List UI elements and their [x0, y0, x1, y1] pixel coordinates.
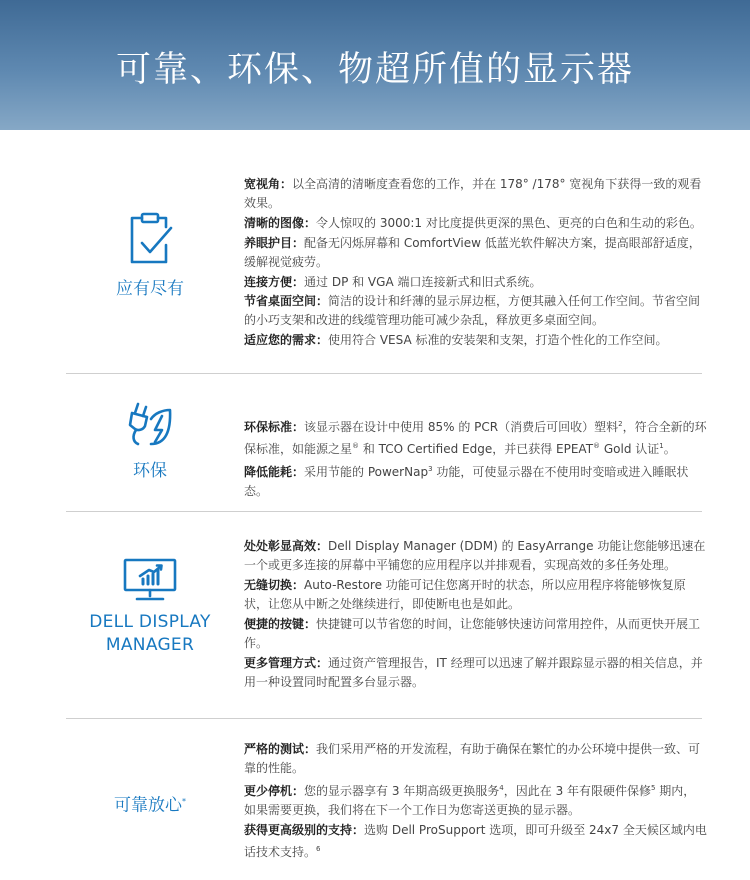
feature-text: 快捷键可以节省您的时间，让您能够快速访问常用控件，从而更快开展工作。 — [244, 616, 701, 651]
footnote-ref: 2 — [618, 420, 623, 428]
feature-title: 便捷的按键： — [244, 616, 317, 631]
feature-text: 期内，如果需要更换，我们将在下一个工作日为您寄送更换的显示器。 — [244, 783, 696, 818]
feature-title: 无缝切换： — [244, 577, 305, 592]
registered-mark: ® — [593, 442, 601, 451]
feature-text: 通过资产管理报告，IT 经理可以迅速了解并跟踪显示器的相关信息，并用一种设置同时配置多台显示器。 — [244, 655, 703, 689]
feature-title: 适应您的需求： — [244, 333, 329, 348]
page-title: 可靠、环保、物超所值的显示器 — [115, 50, 634, 90]
feature-list — [244, 537, 707, 693]
feature-title: 清晰的图像： — [244, 215, 317, 230]
feature-text: 简洁的设计和纤薄的显示屏边框，方便其融入任何工作空间。节省空间的小巧支架和改进的线缆管理功能可减少杂乱，释放更多桌面空间。 — [244, 294, 701, 328]
section-divider — [66, 511, 702, 512]
section-label-block — [66, 400, 234, 483]
eco-leaf-plug-icon — [127, 400, 173, 450]
feature-text: 和 TCO Certified Edge，并已获得 EPEAT — [359, 442, 594, 457]
feature-title: 节省桌面空间： — [244, 294, 329, 309]
feature-text: 配备无闪烁屏幕和 ComfortView 低蓝光软件解决方案，提高眼部舒适度，缓解视觉疲劳。 — [244, 235, 701, 269]
registered-mark: ® — [352, 442, 360, 451]
feature-text: 使用符合 VESA 标准的安装架和支架，打造个性化的工作空间。 — [328, 333, 668, 348]
footnote-ref: 4 — [499, 783, 504, 792]
feature-text: ，符合全新的环保标准，如能源之星 — [244, 420, 707, 457]
feature-text: 。 — [663, 442, 676, 457]
section-label: 环保 — [133, 461, 167, 481]
section-label: DELL DISPLAY — [89, 612, 211, 632]
feature-title: 严格的测试： — [244, 742, 317, 756]
feature-text: 采用节能的 PowerNap — [304, 464, 429, 479]
feature-title: 宽视角： — [244, 177, 293, 191]
feature-item — [244, 214, 707, 233]
feature-item — [244, 821, 707, 862]
feature-list — [244, 415, 707, 502]
feature-item — [244, 740, 707, 778]
feature-item — [244, 175, 707, 213]
feature-item — [244, 615, 707, 653]
feature-title: 连接方便： — [244, 274, 305, 289]
feature-text: 功能，可使显示器在不使用时变暗或进入睡眠状态。 — [244, 464, 689, 499]
footnote-ref: * — [182, 797, 186, 806]
feature-text: Gold 认证 — [600, 442, 660, 457]
feature-item — [244, 331, 707, 350]
feature-text: 令人惊叹的 3000:1 对比度提供更深的黑色、更亮的白色和生动的彩色。 — [316, 215, 702, 230]
footnote-ref: 1 — [659, 442, 664, 451]
feature-title: 更多管理方式： — [244, 655, 329, 670]
feature-text: Auto-Restore 功能可记住您离开时的状态，所以应用程序将能够恢复原状，让您从中断之处继续进行，即使断电也是如此。 — [244, 577, 686, 612]
section-label: 应有尽有 — [116, 279, 184, 299]
feature-title: 获得更高级别的支持： — [244, 822, 365, 837]
feature-text: 我们采用严格的开发流程，有助于确保在繁忙的办公环境中提供一致、可靠的性能。 — [244, 742, 701, 776]
clipboard-check-icon — [125, 212, 175, 266]
header-banner — [0, 0, 750, 130]
feature-item — [244, 292, 707, 330]
feature-title: 更少停机： — [244, 783, 305, 798]
footnote-ref: 3 — [428, 464, 433, 473]
feature-text: 该显示器在设计中使用 85% 的 PCR（消费后可回收）塑料 — [304, 420, 619, 434]
feature-text: 以全高清的清晰度查看您的工作，并在 178° /178° 宽视角下获得一致的观看效果。 — [244, 177, 702, 211]
feature-title: 养眼护目： — [244, 235, 305, 250]
feature-title: 环保标准： — [244, 420, 305, 434]
feature-text: ，因此在 3 年有限硬件保修 — [503, 783, 652, 798]
monitor-chart-icon — [123, 558, 177, 602]
feature-item — [244, 537, 707, 575]
section-divider — [66, 373, 702, 374]
feature-list — [244, 175, 707, 351]
footnote-ref: 5 — [651, 783, 656, 792]
feature-item — [244, 415, 707, 459]
feature-item — [244, 460, 707, 501]
feature-title: 降低能耗： — [244, 464, 305, 479]
section-label-block — [66, 790, 234, 818]
feature-text: 通过 DP 和 VGA 端口连接新式和旧式系统。 — [304, 274, 542, 289]
section-label — [114, 790, 186, 818]
feature-item — [244, 234, 707, 272]
feature-text: 您的显示器享有 3 年期高级更换服务 — [304, 783, 500, 798]
section-label-block — [66, 212, 234, 301]
feature-item — [244, 273, 707, 292]
section-divider — [66, 718, 702, 719]
feature-item — [244, 779, 707, 820]
section-label-text: 可靠放心 — [114, 795, 182, 816]
section-label: MANAGER — [105, 635, 195, 655]
feature-title: 处处彰显高效： — [244, 539, 329, 553]
footnote-ref: 6 — [316, 845, 321, 854]
feature-text: Dell Display Manager (DDM) 的 EasyArrange 功能让您能够迅速在一个或更多连接的屏幕中平铺您的应用程序以并排观看，实现高效的多任务处理。 — [244, 539, 706, 573]
feature-item — [244, 654, 707, 692]
section-label-block — [66, 558, 234, 657]
feature-item — [244, 576, 707, 614]
feature-text: 选购 Dell ProSupport 选项，即可升级至 24x7 全天候区域内电话技术支持。 — [244, 822, 707, 860]
feature-list — [244, 740, 707, 863]
